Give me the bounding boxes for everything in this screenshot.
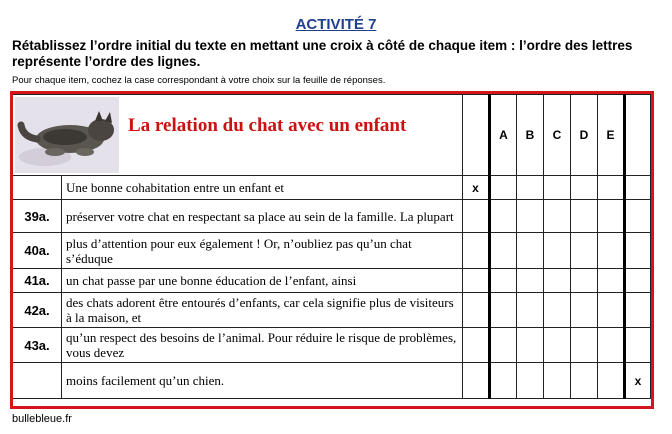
- source-footer: bullebleue.fr: [12, 413, 72, 425]
- column-header-a: A: [490, 95, 517, 176]
- activity-title: ACTIVITÉ 7: [295, 16, 377, 33]
- instruction-text: Rétablissez l’ordre initial du texte en mettant une croix à côté de chaque item : l’ordre des lettres représente l’ordre des lignes.: [12, 38, 633, 69]
- check-mark: x: [463, 176, 490, 200]
- column-header-b: B: [517, 95, 544, 176]
- row-text: des chats adorent être entourés d’enfants, car cela signifie plus de visiteurs à la maison, et: [62, 293, 463, 328]
- sub-instruction-text: Pour chaque item, cochez la case correspondant à votre choix sur la feuille de réponses.: [12, 75, 386, 86]
- table-frame: [10, 91, 654, 409]
- row-number: 39a.: [13, 200, 62, 233]
- table-heading: La relation du chat avec un enfant: [128, 115, 407, 136]
- row-text: préserver votre chat en respectant sa place au sein de la famille. La plupart: [62, 200, 463, 233]
- row-number: 40a.: [13, 233, 62, 269]
- row-text: plus d’attention pour eux également ! Or, n’oubliez pas qu’un chat s’éduque: [62, 233, 463, 269]
- row-text: un chat passe par une bonne éducation de l’enfant, ainsi: [62, 269, 463, 293]
- check-mark: x: [625, 363, 651, 399]
- column-header-c: C: [544, 95, 571, 176]
- row-text: Une bonne cohabitation entre un enfant et: [62, 176, 463, 200]
- row-number: 43a.: [13, 328, 62, 363]
- column-header-d: D: [571, 95, 598, 176]
- row-text: qu’un respect des besoins de l’animal. Pour réduire le risque de problèmes, vous devez: [62, 328, 463, 363]
- column-header-e: E: [598, 95, 625, 176]
- row-number: 42a.: [13, 293, 62, 328]
- row-text: moins facilement qu’un chien.: [62, 363, 463, 399]
- row-number: 41a.: [13, 269, 62, 293]
